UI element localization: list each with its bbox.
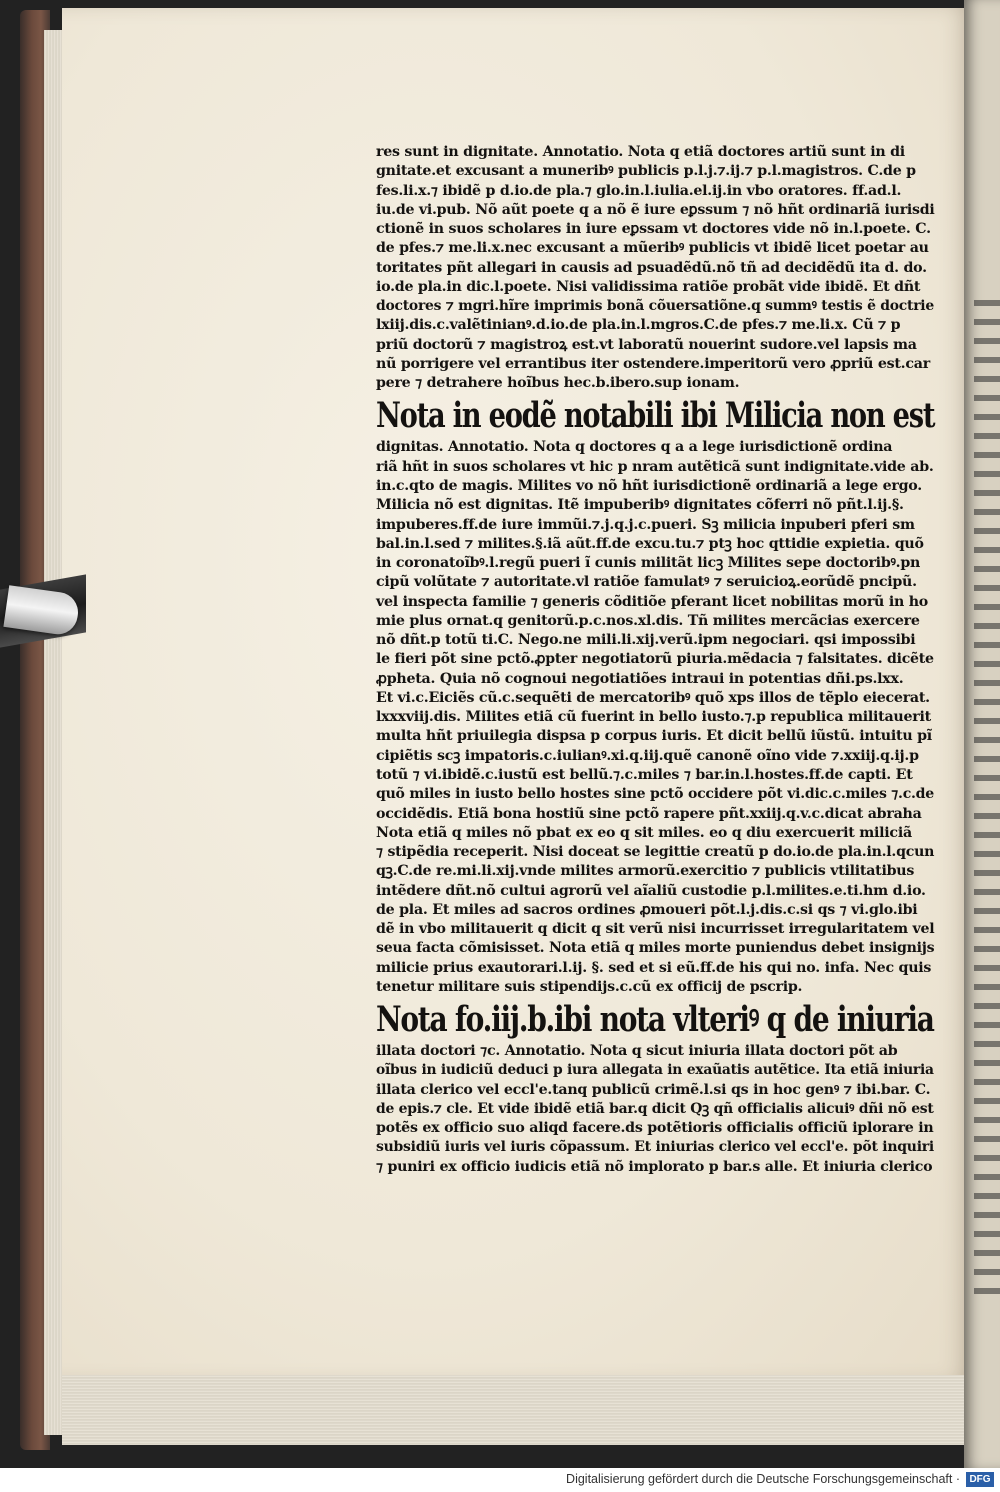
text-line: Et vi.c.Eiciẽs cũ.c.sequẽti de mercatoribꝰ quõ xps illos de tẽplo eiecerat.	[376, 689, 930, 706]
text-line: ctionẽ in suos scholares in iure eꝑssam vt doctores vide nõ in.l.poete. C.	[376, 221, 931, 238]
text-line: de pla. Et miles ad sacros ordines ꝓmoueri põt.l.j.dis.c.si qs ⁊ vi.glo.ibi	[376, 901, 918, 918]
text-line: subsidiũ iuris vel iuris cõpassum. Et iniurias clerico vel eccl'e. põt inquiri	[376, 1139, 934, 1156]
text-line: res sunt in dignitate. Annotatio. Nota q etiã doctores artiũ sunt in di	[376, 144, 905, 160]
text-line: bal.in.l.sed ⁊ milites.§.iã aũt.ff.de excu.tu.⁊ ptꝫ hoc qttidie expietia. quõ	[376, 535, 924, 552]
facing-page-edge	[964, 0, 1000, 1468]
text-line: doctores ⁊ mgri.hĩre imprimis bonã cõuersatiõne.q summꝰ testis ẽ doctrie	[376, 298, 934, 315]
text-line: ⁊ puniri ex officio iudicis etiã nõ implorato p bar.s alle. Et iniuria clerico	[376, 1158, 933, 1175]
paragraph-annotatio-3	[376, 1042, 934, 1177]
text-line: ⁊ stipẽdia receperit. Nisi doceat se legittie creatũ p do.io.de pla.in.l.qcun	[376, 844, 935, 861]
text-line: mie plus ornat.q genitorũ.p.c.nos.xl.dis. Tñ milites mercãcias exercere	[376, 612, 920, 629]
text-line: de epis.⁊ cle. Et vide ibidẽ etiã bar.q dicit Qꝫ qñ officialis alicuiꝰ dñi nõ est	[376, 1100, 934, 1117]
text-line: io.de pla.in dic.l.poete. Nisi validissima ratiõe probãt vide ibidẽ. Et dñt	[376, 278, 921, 295]
text-line: Nota etiã q miles nõ pbat ex eo q sit miles. eo q diu exercuerit miliciã	[376, 824, 912, 841]
paragraph-annotatio-2	[376, 438, 934, 997]
text-line: le fieri põt sine pctõ.ꝓpter negotiatorũ piuria.mẽdacia ⁊ falsitates. dicẽte	[376, 651, 934, 668]
text-line: multa hñt priuilegia dispsa p corpus iuris. Et dicit bellũ iũstũ. intuitu pĩ	[376, 728, 932, 745]
text-line: in coronatoĩbꝰ.l.regũ pueri ĩ cunis militãt licꝫ Milites sepe doctoribꝰ.pn	[376, 555, 921, 572]
text-line: qꝫ.C.de re.mi.li.xij.vnde milites armorũ.exercitio ⁊ publicis vtilitatibus	[376, 863, 915, 880]
text-line: priũ doctorũ ⁊ magistroꝝ est.vt laboratũ nouerint sudore.vel lapsis ma	[376, 336, 917, 353]
text-line: milicie prius exautorari.l.ij. §. sed et si eũ.ff.de his qui no. infa. Nec quis	[376, 959, 932, 976]
text-line: de pfes.⁊ me.li.x.nec excusant a mũeribꝰ publicis vt ibidẽ licet poetar au	[376, 240, 929, 257]
text-line: intẽdere dñt.nõ cultui agrorũ vel aĩaliũ custodie p.l.milites.e.ti.hm d.io.	[376, 882, 926, 899]
text-line: vel inspecta familie ⁊ generis cõditiõe pferant licet nobilitas morũ in ho	[376, 593, 928, 610]
text-line: quõ miles in iusto bello hostes sine pctõ occidere põt vi.dic.c.miles ⁊.c.de	[376, 786, 934, 803]
text-line: cipiẽtis scꝫ impatoris.c.iulianꝰ.xi.q.iij.quẽ canonẽ oĩno vide ⁊.xxiij.q.ij.p	[376, 747, 919, 764]
section-heading-1: Nota in eodẽ notabili ibi Milicia non est	[376, 395, 935, 437]
footer-bar	[0, 1468, 1000, 1492]
page-stack-bottom	[62, 1375, 974, 1445]
text-line: toritates pñt allegari in causis ad psuadẽdũ.nõ tñ ad decidẽdũ ita d. do.	[376, 259, 927, 276]
dfg-logo: DFG	[966, 1472, 994, 1487]
text-line: dignitas. Annotatio. Nota q doctores q a a lege iurisdictionẽ ordina	[376, 439, 893, 456]
text-line: illata doctori ⁊c. Annotatio. Nota q sicut iniuria illata doctori põt ab	[376, 1043, 898, 1060]
text-line: ꝓpheta. Quia nõ cognoui negotiatiões intraui in potentias dñi.ps.lxx.	[376, 670, 904, 687]
text-column	[376, 143, 934, 1177]
text-line: in.c.qto de magis. Milites vo nõ hñt iurisdictionẽ ordinariã a lege ergo.	[376, 477, 922, 494]
text-line: fes.li.x.⁊ ibidẽ p d.io.de pla.⁊ glo.in.l.iulia.el.ij.in vbo oratores. ff.ad.l.	[376, 182, 902, 199]
text-line: cipũ volũtate ⁊ autoritate.vl ratiõe famulatꝰ ⁊ seruicioꝝ.eorũdẽ pncipũ.	[376, 574, 917, 591]
text-line: oĩbus in iudiciũ deduci p iura allegata in exaũatis autẽtice. Ita etiã iniuria	[376, 1062, 934, 1079]
text-line: gnitate.et excusant a muneribꝰ publicis p.l.j.⁊.ij.⁊ p.l.magistros. C.de p	[376, 163, 916, 180]
text-line: nũ porrigere vel errantibus iter ostendere.imperitorũ vero ꝓpriũ est.car	[376, 355, 930, 372]
text-line: lxxxviij.dis. Milites etiã cũ fuerint in bello iusto.⁊.p republica militauerit	[376, 709, 931, 726]
text-line: tenetur militare suis stipendijs.c.cũ ex officij de pscrip.	[376, 978, 803, 995]
text-line: pere ⁊ detrahere hoĩbus hec.b.ibero.sup ionam.	[376, 375, 740, 392]
text-line: nõ dñt.p totũ ti.C. Nego.ne mili.li.xij.verũ.ipm negociari. qsi impossibi	[376, 632, 916, 649]
text-line: seua facta cõmisisset. Nota etiã q miles morte puniendus debet insignijs	[376, 940, 935, 957]
text-line: iu.de vi.pub. Nõ aũt poete q a nõ ẽ iure eꝑssum ⁊ nõ hñt ordinariã iurisdi	[376, 201, 935, 218]
paragraph-annotatio-1	[376, 143, 934, 393]
text-line: illata clerico vel eccl'e.tanq publicũ crimẽ.l.si qs in hoc genꝰ ⁊ ibi.bar. C.	[376, 1081, 931, 1098]
text-line: lxiij.dis.c.valẽtinianꝰ.d.io.de pla.in.l.mgros.C.de pfes.⁊ me.li.x. Cũ ⁊ p	[376, 317, 901, 334]
text-line: impuberes.ff.de iure immũi.⁊.j.q.j.c.pueri. Sꝫ milicia inpuberi pferi sm	[376, 516, 915, 533]
footer-credit: Digitalisierung gefördert durch die Deutsche Forschungsgemeinschaft ·	[566, 1472, 960, 1486]
text-line: potẽs ex officio suo aliqd facere.ds potẽtioris officialis officiũ iplorare in	[376, 1120, 934, 1137]
text-line: totũ ⁊ vi.ibidẽ.c.iustũ est bellũ.⁊.c.miles ⁊ bar.in.l.hostes.ff.de capti. Et	[376, 766, 913, 783]
text-line: dẽ in vbo militauerit q dicit q sit verũ nisi incurrisset irregularitatem vel	[376, 921, 935, 938]
text-line: Milicia nõ est dignitas. Itẽ impuberibꝰ dignitates cõferri nõ pñt.l.ij.§.	[376, 497, 904, 514]
text-line: riã hñt in suos scholares vt hic p nram autẽticã sunt indignitate.vide ab.	[376, 458, 934, 475]
text-line: occidẽdis. Etiã bona hostiũ sine pctõ rapere pñt.xxiij.q.v.c.dicat abraha	[376, 805, 922, 822]
section-heading-2: Nota fo.iij.b.ibi nota vlteriꝰ q de iniuria	[376, 999, 934, 1041]
